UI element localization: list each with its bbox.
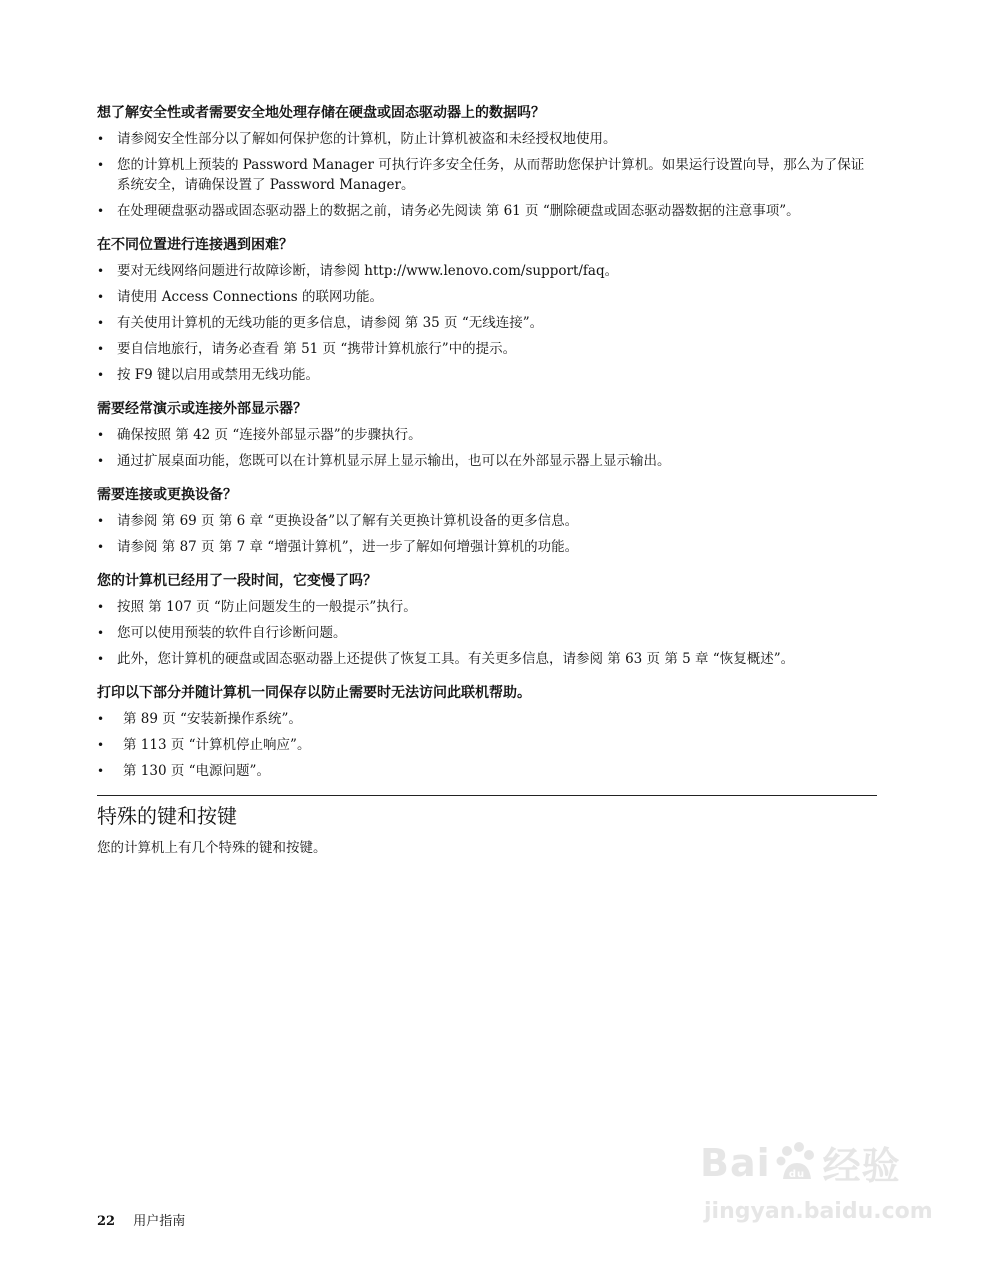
- list-item: [97, 129, 877, 149]
- list-item: [97, 339, 877, 359]
- section-display: [97, 399, 877, 471]
- section-connectivity: [97, 235, 877, 385]
- section-print: [97, 683, 877, 781]
- list-item-text: 请参阅 第 87 页 第 7 章 “增强计算机”，进一步了解如何增强计算机的功能。: [117, 539, 579, 555]
- list-item-text: 您可以使用预装的软件自行诊断问题。: [117, 625, 347, 641]
- section-heading: 您的计算机已经用了一段时间，它变慢了吗？: [97, 573, 377, 589]
- section-heading: 在不同位置进行连接遇到困难？: [97, 237, 293, 253]
- paw-text: du: [788, 1168, 805, 1180]
- bullet-icon: •: [97, 540, 105, 554]
- book-title: 用户指南: [133, 1214, 186, 1229]
- list-item: [97, 597, 877, 617]
- watermark-logo-text-left: Bai: [700, 1140, 771, 1185]
- section-heading: 打印以下部分并随计算机一同保存以防止需要时无法访问此联机帮助。: [97, 685, 531, 701]
- list-item: [97, 709, 877, 729]
- list-item-text: 此外，您计算机的硬盘或固态驱动器上还提供了恢复工具。有关更多信息，请参阅 第 63 页 第 5 章 “恢复概述”。: [117, 651, 795, 667]
- list-item-text: 请参阅 第 69 页 第 6 章 “更换设备”以了解有关更换计算机设备的更多信息。: [117, 513, 579, 529]
- bullet-icon: •: [97, 454, 105, 468]
- section-performance: [97, 571, 877, 669]
- bullet-icon: •: [97, 652, 105, 666]
- bullet-list: [97, 511, 877, 557]
- bullet-list: [97, 129, 877, 221]
- bullet-icon: •: [97, 158, 105, 172]
- section-heading: 想了解安全性或者需要安全地处理存储在硬盘或固态驱动器上的数据吗？: [97, 105, 545, 121]
- list-item-text: 请参阅安全性部分以了解如何保护您的计算机，防止计算机被盗和未经授权地使用。: [117, 131, 617, 147]
- bullet-list: [97, 261, 877, 385]
- list-item-text: 要自信地旅行，请务必查看 第 51 页 “携带计算机旅行”中的提示。: [117, 341, 517, 357]
- bullet-icon: •: [97, 316, 105, 330]
- page-number: 22: [97, 1214, 116, 1229]
- list-item-text: 确保按照 第 42 页 “连接外部显示器”的步骤执行。: [117, 427, 422, 443]
- section-heading: 需要经常演示或连接外部显示器？: [97, 401, 307, 417]
- list-item-text: 第 130 页 “电源问题”。: [123, 763, 270, 779]
- list-item: [97, 155, 877, 195]
- bullet-icon: •: [97, 738, 105, 752]
- bullet-icon: •: [97, 342, 105, 356]
- bullet-icon: •: [97, 132, 105, 146]
- section-devices: [97, 485, 877, 557]
- bullet-icon: •: [97, 600, 105, 614]
- bullet-list: [97, 597, 877, 669]
- list-item: [97, 623, 877, 643]
- list-item-text: 按 F9 键以启用或禁用无线功能。: [117, 367, 320, 383]
- section-divider: [97, 795, 877, 796]
- list-item: [97, 365, 877, 385]
- list-item-text: 在处理硬盘驱动器或固态驱动器上的数据之前，请务必先阅读 第 61 页 “删除硬盘或固态驱动器数据的注意事项”。: [117, 203, 800, 219]
- list-item: [97, 287, 877, 307]
- bullet-icon: •: [97, 368, 105, 382]
- list-item: [97, 761, 877, 781]
- bullet-icon: •: [97, 290, 105, 304]
- list-item-text: 第 113 页 “计算机停止响应”。: [123, 737, 311, 753]
- bullet-icon: •: [97, 204, 105, 218]
- bullet-list: [97, 709, 877, 781]
- watermark-logo: [700, 1135, 901, 1190]
- list-item-text: 请使用 Access Connections 的联网功能。: [117, 289, 383, 305]
- list-item: [97, 201, 877, 221]
- list-item-text: 有关使用计算机的无线功能的更多信息，请参阅 第 35 页 “无线连接”。: [117, 315, 544, 331]
- chapter-intro: 您的计算机上有几个特殊的键和按键。: [97, 840, 327, 856]
- watermark: [700, 1135, 940, 1245]
- list-item: [97, 425, 877, 445]
- section-heading: 需要连接或更换设备？: [97, 487, 237, 503]
- list-item-text: 第 89 页 “安装新操作系统”。: [123, 711, 302, 727]
- list-item: [97, 313, 877, 333]
- bullet-icon: •: [97, 712, 105, 726]
- list-item-text: 您的计算机上预装的 Password Manager 可执行许多安全任务，从而帮助您保护计算机。如果运行设置向导，那么为了保证系统安全，请确保设置了 Password Manager。: [117, 157, 865, 193]
- bullet-icon: •: [97, 626, 105, 640]
- bullet-list: [97, 425, 877, 471]
- list-item: [97, 451, 877, 471]
- list-item: [97, 537, 877, 557]
- page-content: [97, 103, 877, 858]
- list-item: [97, 649, 877, 669]
- page-footer: [97, 1210, 185, 1229]
- list-item-text: 要对无线网络问题进行故障诊断，请参阅 http://www.lenovo.com/support/faq。: [117, 263, 619, 279]
- watermark-logo-text-right: 经验: [822, 1144, 901, 1188]
- bullet-icon: •: [97, 428, 105, 442]
- watermark-url: jingyan.baidu.com: [704, 1199, 933, 1224]
- bullet-icon: •: [97, 264, 105, 278]
- list-item-text: 通过扩展桌面功能，您既可以在计算机显示屏上显示输出，也可以在外部显示器上显示输出。: [117, 453, 671, 469]
- bullet-icon: •: [97, 764, 105, 778]
- list-item-text: 按照 第 107 页 “防止问题发生的一般提示”执行。: [117, 599, 417, 615]
- chapter-title: 特殊的键和按键: [97, 804, 237, 828]
- list-item: [97, 735, 877, 755]
- list-item: [97, 511, 877, 531]
- bullet-icon: •: [97, 514, 105, 528]
- list-item: [97, 261, 877, 281]
- section-security: [97, 103, 877, 221]
- paw-icon: [775, 1141, 819, 1185]
